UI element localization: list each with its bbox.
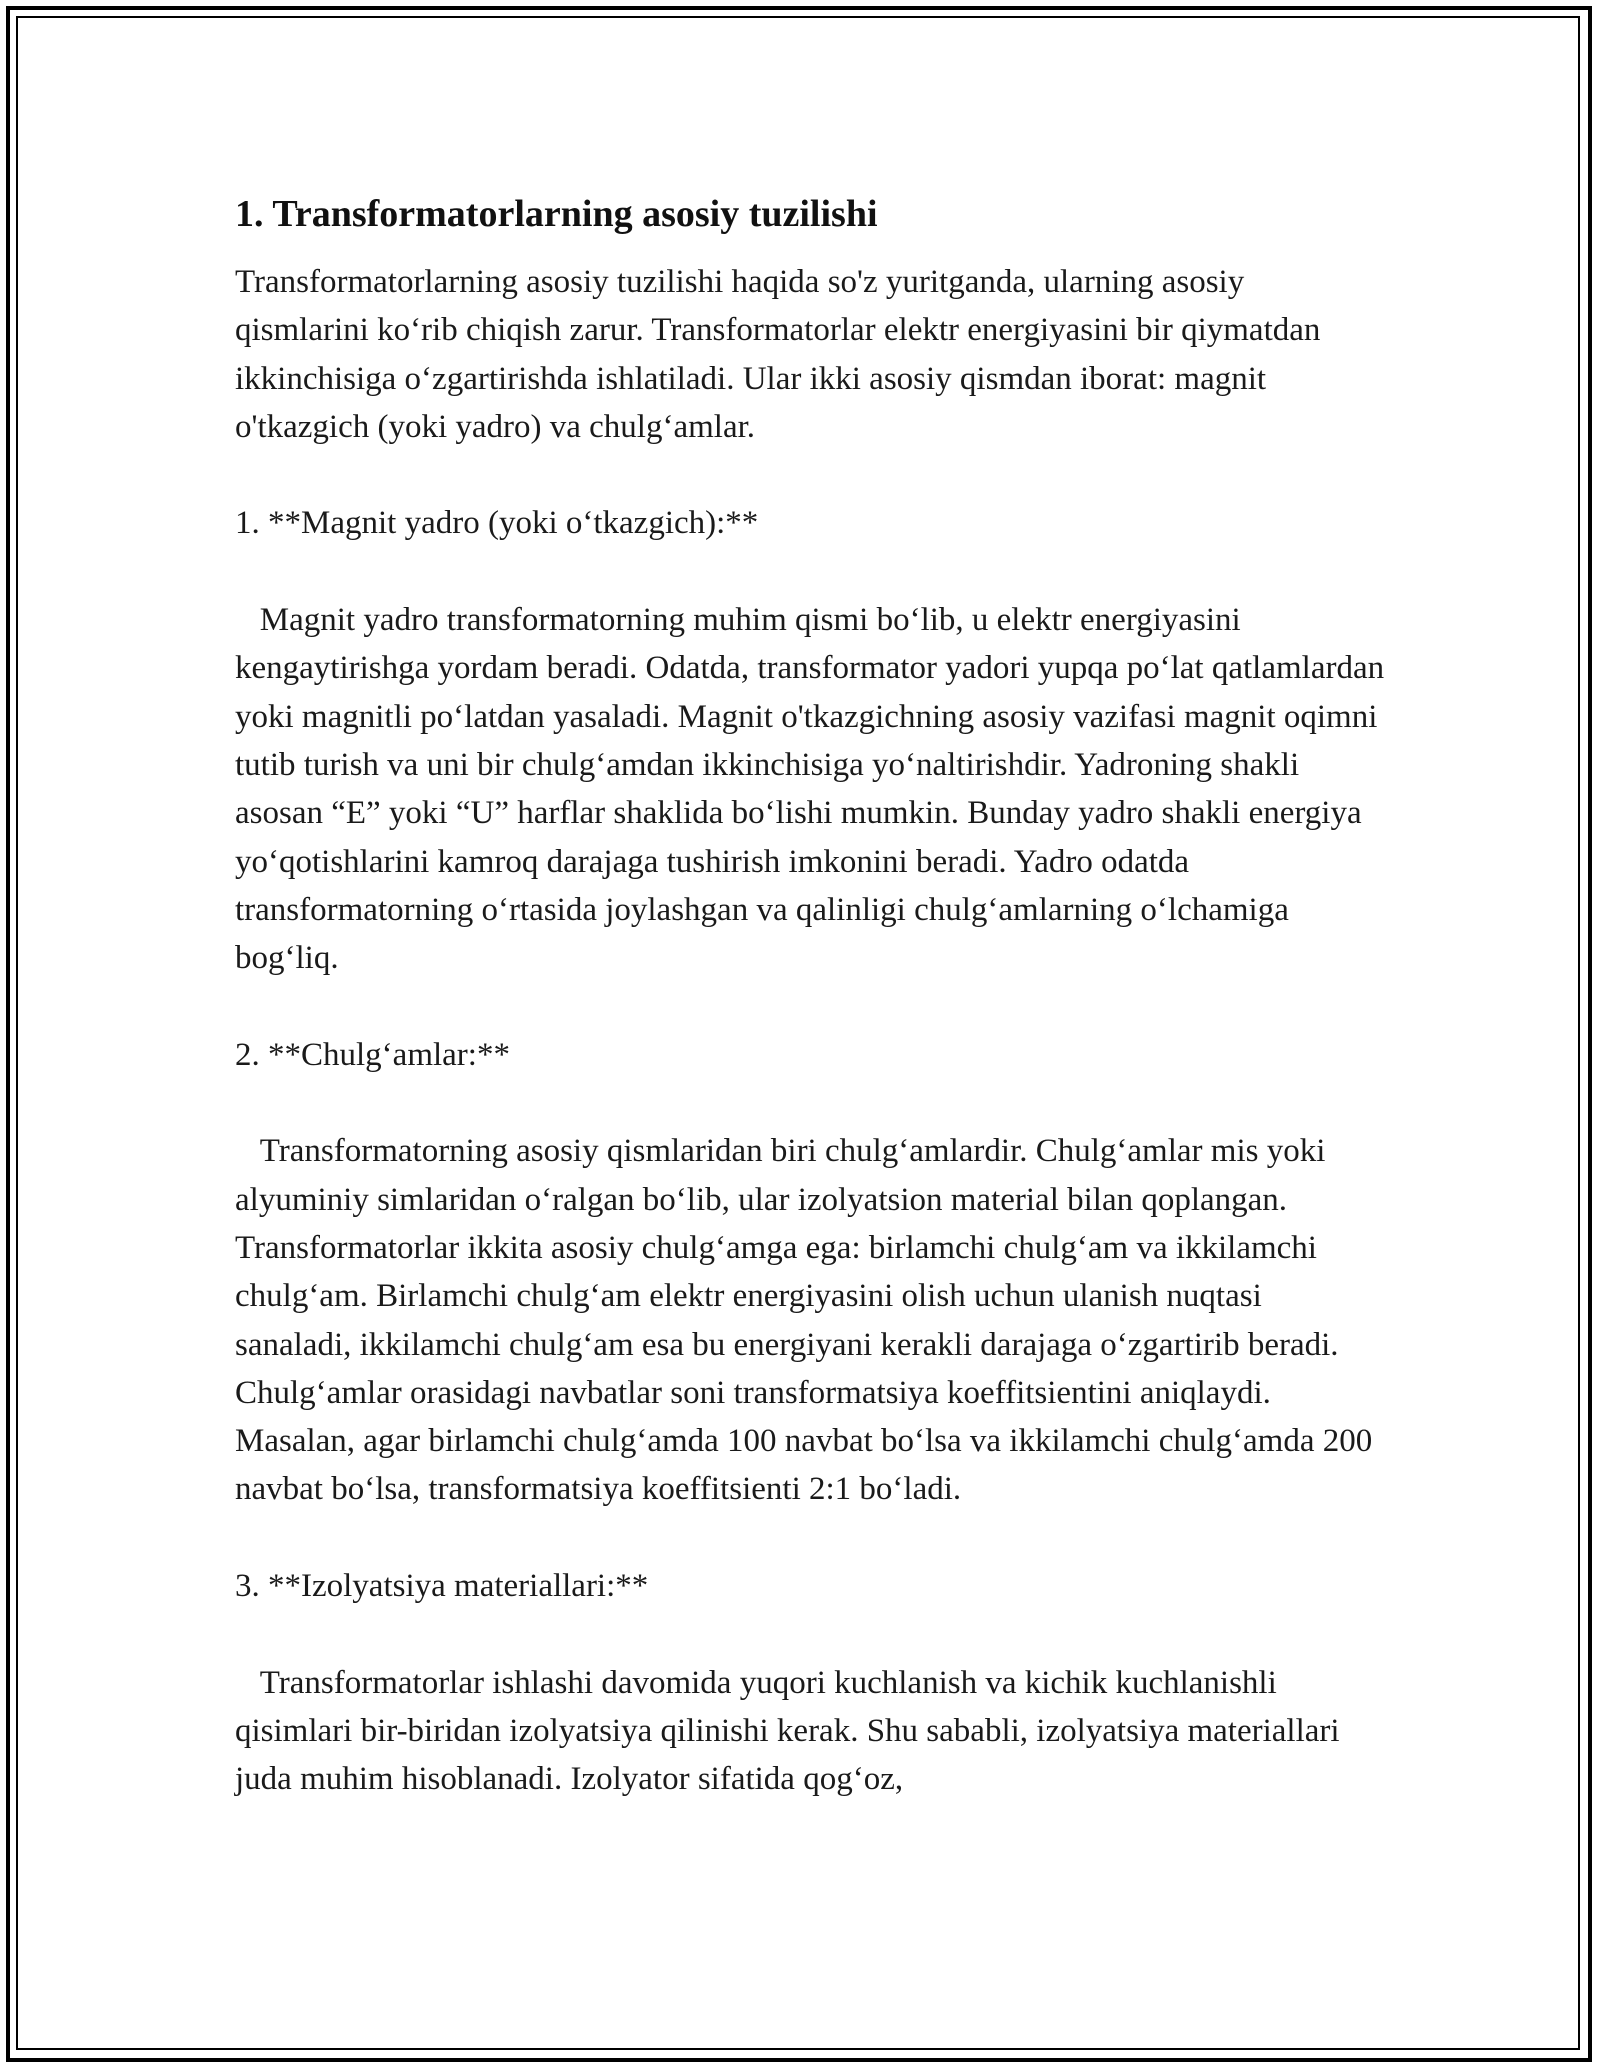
intro-paragraph: Transformatorlarning asosiy tuzilishi haqida so'z yuritganda, ularning asosiy qismlarini ko‘rib chiqish zarur. Transformatorlar elektr energiyasini bir qiymatdan ikkinchisiga o‘zgartirishda ishlatiladi. Ular ikki asosiy qismdan iborat: magnit o'tkazgich (yoki yadro) va chulg‘amlar. [235,264,1329,445]
document-body [235,190,1393,1804]
paragraph-spacer [235,1079,1385,1127]
paragraph-spacer [235,1514,1385,1562]
section-body-magnit-yadro: Magnit yadro transformatorning muhim qismi bo‘lib, u elektr energiyasini kengaytirishga yordam beradi. Odatda, transformator yadori yupqa po‘lat qatlamlardan yoki magnitli po‘latdan yasaladi. Magnit o'tkazgichning asosiy vazifasi magnit oqimni tutib turish va uni bir chulg‘amdan ikkinchisiga yo‘naltirishdir. Yadroning shakli asosan “E” yoki “U” harflar shaklida bo‘lishi mumkin. Bunday yadro shakli energiya yo‘qotishlarini kamroq darajaga tushirish imkonini beradi. Yadro odatda transformatorning o‘rtasida joylashgan va qalinligi chulg‘amlarning o‘lchamiga bog‘liq. [235,602,1393,977]
paragraph-spacer [235,548,1385,596]
section-body-chulgamlar: Transformatorning asosiy qismlaridan biri chulg‘amlardir. Chulg‘amlar mis yoki alyuminiy simlaridan o‘ralgan bo‘lib, ular izolyatsion material bilan qoplangan. Transformatorlar ikkita asosiy chulg‘amga ega: birlamchi chulg‘am va ikkilamchi chulg‘am. Birlamchi chulg‘am elektr energiyasini olish uchun ulanish nuqtasi sanaladi, ikkilamchi chulg‘am esa bu energiyani kerakli darajaga o‘zgartirib beradi. Chulg‘amlar orasidagi navbatlar soni transformatsiya koeffitsientini aniqlaydi. Masalan, agar birlamchi chulg‘amda 100 navbat bo‘lsa va ikkilamchi chulg‘amda 200 navbat bo‘lsa, transformatsiya koeffitsienti 2:1 bo‘ladi. [235,1133,1381,1508]
section-heading-chulgamlar: 2. **Chulg‘amlar:** [235,1036,510,1073]
section-body-izolyatsiya: Transformatorlar ishlashi davomida yuqori kuchlanish va kichik kuchlanishli qisimlari bir-biridan izolyatsiya qilinishi kerak. Shu sababli, izolyatsiya materiallari juda muhim hisoblanadi. Izolyator sifatida qog‘oz, [235,1664,1348,1798]
document-title: 1. Transformatorlarning asosiy tuzilishi [235,193,878,235]
paragraph-spacer [235,1610,1385,1658]
section-heading-izolyatsiya: 3. **Izolyatsiya materiallari:** [235,1568,649,1605]
section-heading-magnit-yadro: 1. **Magnit yadro (yoki o‘tkazgich):** [235,505,759,542]
paragraph-spacer [235,451,1385,499]
paragraph-spacer [235,982,1385,1030]
